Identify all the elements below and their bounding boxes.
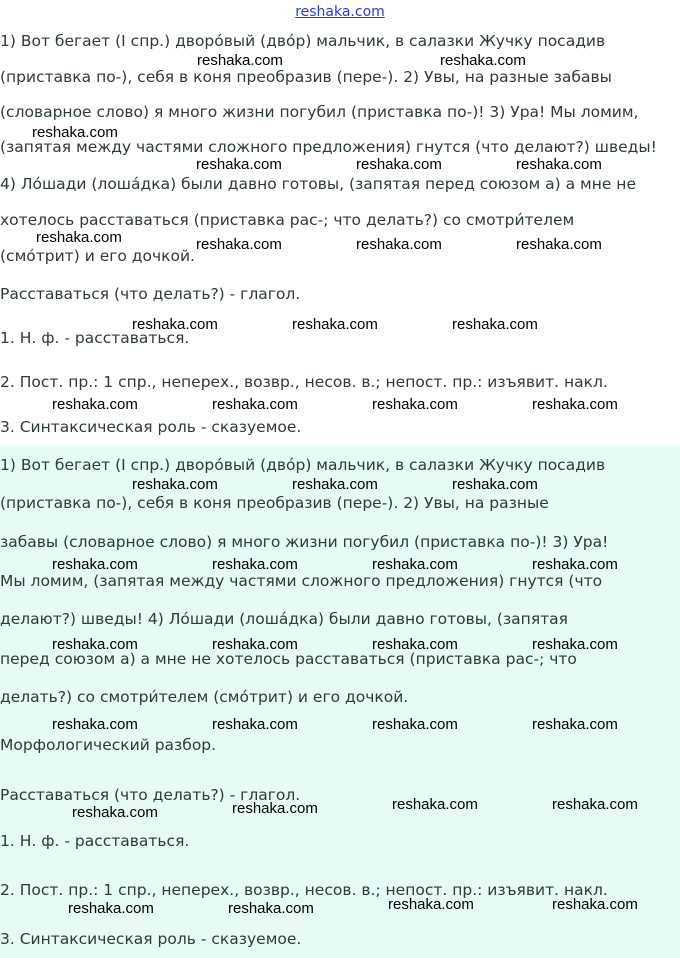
watermark: reshaka.com bbox=[532, 396, 618, 413]
text-line: 1. Н. ф. - расставаться. bbox=[0, 832, 190, 850]
watermark: reshaka.com bbox=[532, 636, 618, 653]
watermark: reshaka.com bbox=[32, 124, 118, 141]
text-line: (запятая между частями сложного предложения) гнутся (что делают?) шведы! bbox=[0, 138, 657, 156]
text-line: (словарное слово) я много жизни погубил (приставка по-)! 3) Ура! Мы ломим, bbox=[0, 103, 639, 121]
watermark: reshaka.com bbox=[516, 236, 602, 253]
text-line: 4) Ло́шади (лоша́дка) были давно готовы, (запятая перед союзом а) а мне не bbox=[0, 175, 636, 193]
watermark: reshaka.com bbox=[372, 716, 458, 733]
text-line: (приставка по-), себя в коня преобразив (пере-). 2) Увы, на разные забавы bbox=[0, 68, 612, 86]
watermark: reshaka.com bbox=[292, 316, 378, 333]
watermark: reshaka.com bbox=[552, 796, 638, 813]
watermark: reshaka.com bbox=[440, 52, 526, 69]
watermark: reshaka.com bbox=[356, 236, 442, 253]
watermark: reshaka.com bbox=[52, 396, 138, 413]
watermark: reshaka.com bbox=[388, 896, 474, 913]
text-line: (смо́трит) и его дочкой. bbox=[0, 247, 195, 265]
watermark: reshaka.com bbox=[72, 804, 158, 821]
watermark: reshaka.com bbox=[392, 796, 478, 813]
text-line: 1) Вот бегает (I спр.) дворо́вый (дво́р) мальчик, в салазки Жучку посадив bbox=[0, 456, 606, 474]
text-line: забавы (словарное слово) я много жизни погубил (приставка по-)! 3) Ура! bbox=[0, 533, 609, 551]
watermark: reshaka.com bbox=[552, 896, 638, 913]
text-line: 3. Синтаксическая роль - сказуемое. bbox=[0, 930, 302, 948]
text-line: делают?) шведы! 4) Ло́шади (лоша́дка) были давно готовы, (запятая bbox=[0, 610, 568, 628]
text-line: Расставаться (что делать?) - глагол. bbox=[0, 285, 301, 303]
text-line: перед союзом а) а мне не хотелось расставаться (приставка рас-; что bbox=[0, 650, 577, 668]
text-line: (приставка по-), себя в коня преобразив (пере-). 2) Увы, на разные bbox=[0, 494, 549, 512]
watermark: reshaka.com bbox=[516, 156, 602, 173]
watermark: reshaka.com bbox=[52, 556, 138, 573]
watermark: reshaka.com bbox=[132, 476, 218, 493]
text-line: 2. Пост. пр.: 1 спр., неперех., возвр., несов. в.; непост. пр.: изъявит. накл. bbox=[0, 373, 608, 391]
watermark: reshaka.com bbox=[452, 476, 538, 493]
text-line: 1) Вот бегает (I спр.) дворо́вый (дво́р) мальчик, в салазки Жучку посадив bbox=[0, 32, 606, 50]
watermark: reshaka.com bbox=[196, 236, 282, 253]
watermark: reshaka.com bbox=[212, 636, 298, 653]
watermark: reshaka.com bbox=[197, 52, 283, 69]
watermark: reshaka.com bbox=[372, 636, 458, 653]
watermark: reshaka.com bbox=[232, 800, 318, 817]
text-line: Расставаться (что делать?) - глагол. bbox=[0, 786, 301, 804]
text-line: Мы ломим, (запятая между частями сложного предложения) гнутся (что bbox=[0, 572, 603, 590]
watermark: reshaka.com bbox=[212, 556, 298, 573]
text-line: делать?) со смотри́телем (смо́трит) и его дочкой. bbox=[0, 688, 409, 706]
watermark: reshaka.com bbox=[532, 556, 618, 573]
watermark: reshaka.com bbox=[36, 229, 122, 246]
watermark: reshaka.com bbox=[452, 316, 538, 333]
watermark: reshaka.com bbox=[372, 396, 458, 413]
site-header-link[interactable]: reshaka.com bbox=[295, 4, 385, 20]
text-line: 2. Пост. пр.: 1 спр., неперех., возвр., несов. в.; непост. пр.: изъявит. накл. bbox=[0, 881, 608, 899]
watermark: reshaka.com bbox=[196, 156, 282, 173]
watermark: reshaka.com bbox=[292, 476, 378, 493]
text-line: хотелось расставаться (приставка рас-; что делать?) со смотри́телем bbox=[0, 211, 575, 229]
watermark: reshaka.com bbox=[52, 716, 138, 733]
text-line: 1. Н. ф. - расставаться. bbox=[0, 329, 190, 347]
watermark: reshaka.com bbox=[356, 156, 442, 173]
watermark: reshaka.com bbox=[68, 900, 154, 917]
watermark: reshaka.com bbox=[212, 716, 298, 733]
watermark: reshaka.com bbox=[52, 636, 138, 653]
watermark: reshaka.com bbox=[372, 556, 458, 573]
text-line: 3. Синтаксическая роль - сказуемое. bbox=[0, 418, 302, 436]
watermark: reshaka.com bbox=[228, 900, 314, 917]
watermark: reshaka.com bbox=[132, 316, 218, 333]
text-line: Морфологический разбор. bbox=[0, 736, 217, 754]
watermark: reshaka.com bbox=[212, 396, 298, 413]
watermark: reshaka.com bbox=[532, 716, 618, 733]
